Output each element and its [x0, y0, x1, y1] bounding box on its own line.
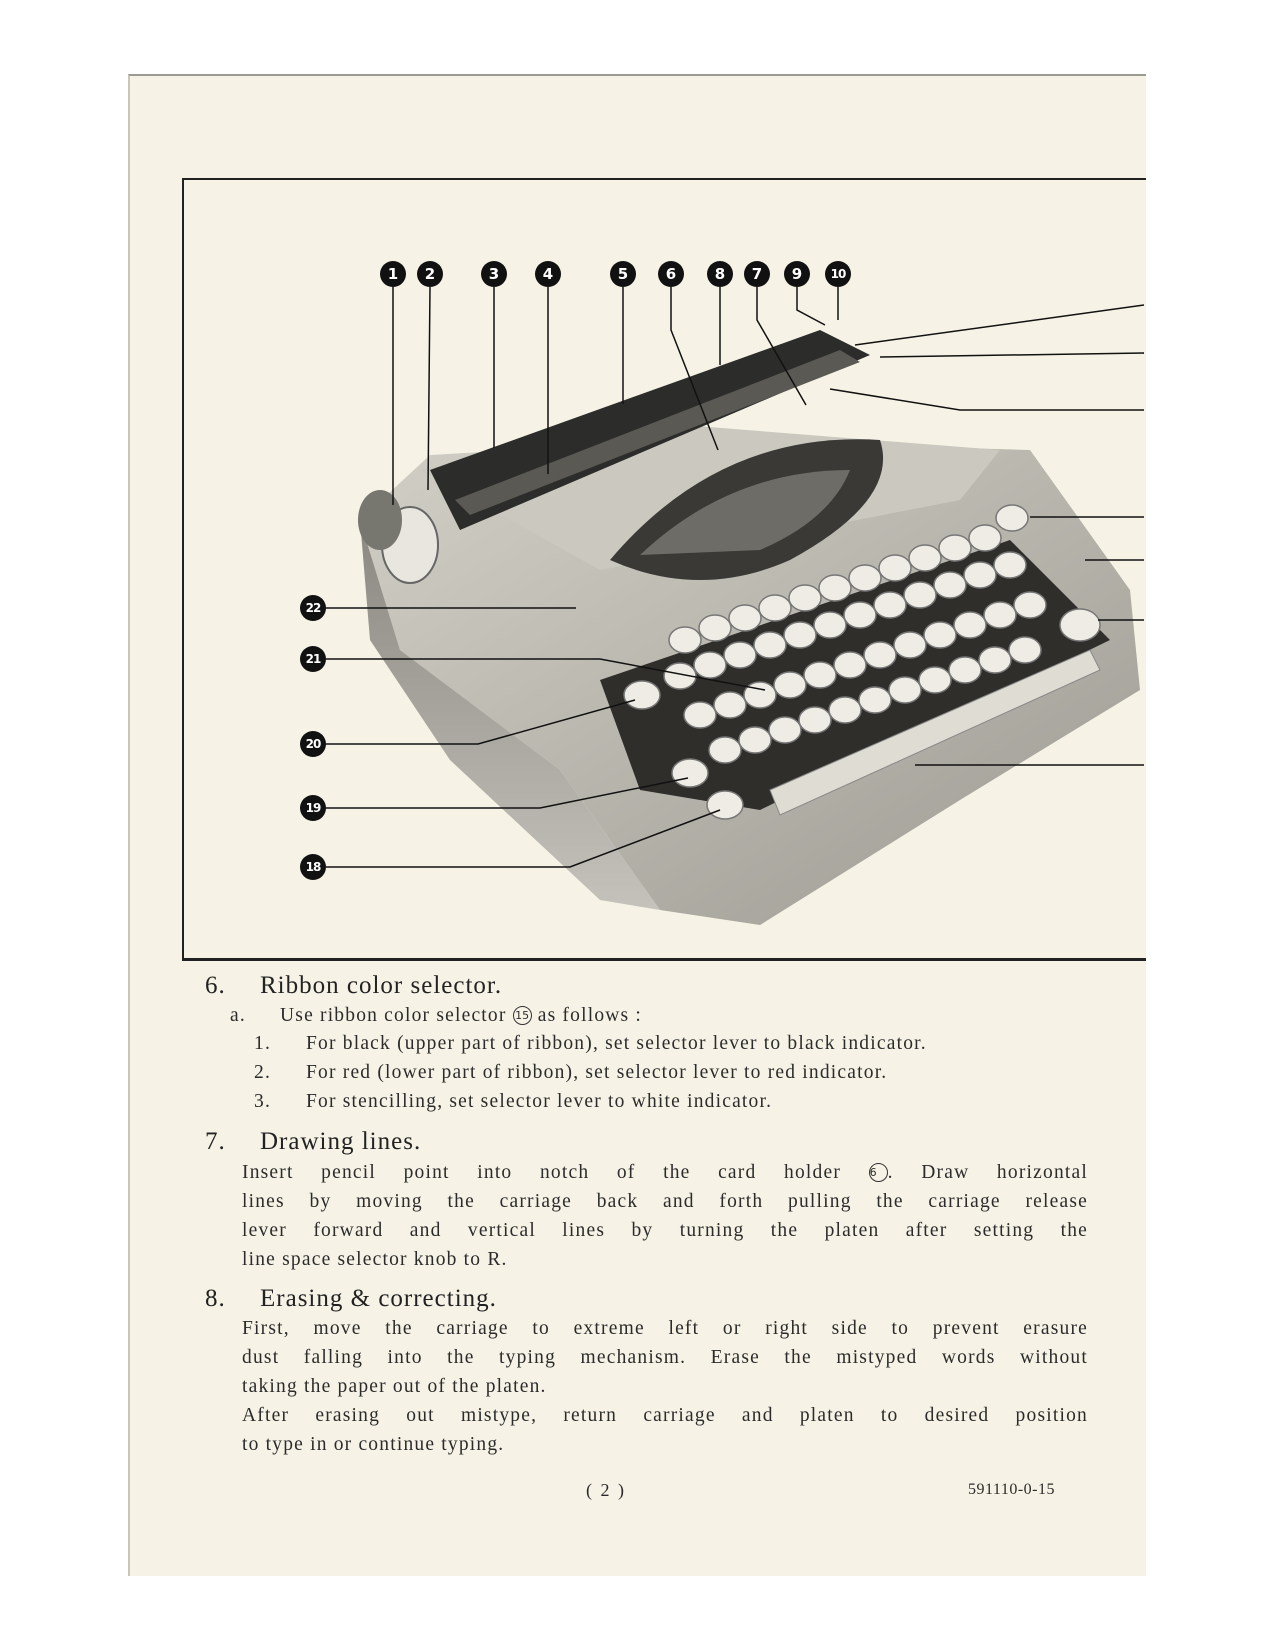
section-6-title: Ribbon color selector. — [260, 972, 503, 999]
section-8-number: 8. — [205, 1285, 226, 1312]
callout-8: 8 — [707, 261, 733, 287]
section-7-line-2: lines by moving the carriage back and forth pulling the carriage release — [242, 1191, 1088, 1212]
sub-text-after: as follows : — [537, 1005, 643, 1026]
callout-6: 6 — [658, 261, 684, 287]
list-item-text: For red (lower part of ribbon), set selector lever to red indicator. — [306, 1062, 888, 1083]
list-item-number: 3. — [254, 1091, 272, 1112]
callout-3: 3 — [481, 261, 507, 287]
section-7-number: 7. — [205, 1128, 226, 1155]
section-6-heading — [205, 972, 502, 1000]
list-item — [254, 1091, 772, 1113]
sub-text-before: Use ribbon color selector — [280, 1005, 507, 1026]
section-8-heading — [205, 1285, 497, 1313]
list-item-text: For black (upper part of ribbon), set selector lever to black indicator. — [306, 1033, 927, 1054]
section-7-heading — [205, 1128, 421, 1156]
text-fragment: Insert pencil point into notch of the card holder — [242, 1162, 842, 1183]
section-8-line-1: First, move the carriage to extreme left or right side to prevent erasure — [242, 1318, 1088, 1339]
section-7-title: Drawing lines. — [260, 1128, 422, 1155]
section-8-line-5: to type in or continue typing. — [242, 1434, 505, 1455]
section-8-title: Erasing & correcting. — [260, 1285, 497, 1312]
document-code: 591110-0-15 — [968, 1481, 1055, 1498]
callout-2: 2 — [417, 261, 443, 287]
section-8-line-2: dust falling into the typing mechanism. Erase the mistyped words without — [242, 1347, 1088, 1368]
callout-1: 1 — [380, 261, 406, 287]
list-item-number: 2. — [254, 1062, 272, 1083]
section-8-line-4: After erasing out mistype, return carriage and platen to desired position — [242, 1405, 1088, 1426]
ref-6-badge: 6 — [869, 1163, 888, 1182]
callout-9: 9 — [784, 261, 810, 287]
list-item — [254, 1062, 887, 1084]
list-item — [254, 1033, 927, 1055]
section-6-subitem — [230, 1005, 642, 1027]
callout-21: 21 — [300, 646, 326, 672]
text-fragment: . Draw horizontal — [887, 1162, 1088, 1183]
callout-20: 20 — [300, 731, 326, 757]
callout-10: 10 — [825, 261, 851, 287]
section-7-line-4: line space selector knob to R. — [242, 1249, 508, 1270]
section-8-line-3: taking the paper out of the platen. — [242, 1376, 547, 1397]
sub-label: a. — [230, 1005, 246, 1026]
list-item-number: 1. — [254, 1033, 272, 1054]
callout-5: 5 — [610, 261, 636, 287]
section-7-line-3: lever forward and vertical lines by turning the platen after setting the — [242, 1220, 1088, 1241]
section-7-line-1 — [242, 1162, 1088, 1184]
callout-22: 22 — [300, 595, 326, 621]
callout-4: 4 — [535, 261, 561, 287]
callout-19: 19 — [300, 795, 326, 821]
callout-18: 18 — [300, 854, 326, 880]
list-item-text: For stencilling, set selector lever to white indicator. — [306, 1091, 773, 1112]
callout-7: 7 — [744, 261, 770, 287]
ref-15-badge: 15 — [513, 1006, 532, 1025]
section-6-number: 6. — [205, 972, 226, 999]
page-number: ( 2 ) — [586, 1480, 626, 1500]
